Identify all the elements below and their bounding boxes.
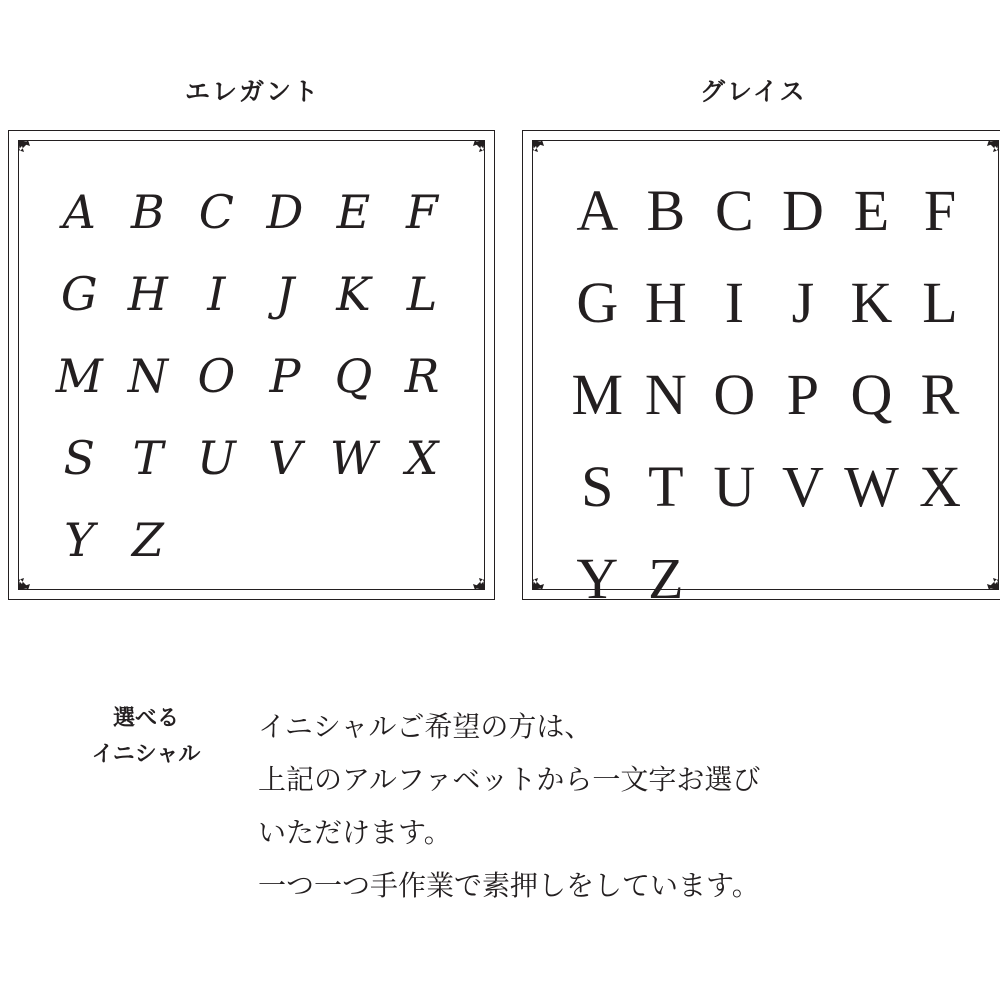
alphabet-letter: K <box>336 267 371 321</box>
alphabet-letter: V <box>268 431 302 485</box>
alphabet-letter: E <box>853 178 890 243</box>
corner-ornament-icon <box>16 566 42 592</box>
alphabet-letter: I <box>207 267 226 321</box>
alphabet-letter: V <box>781 454 824 519</box>
alphabet-list-elegant <box>45 171 458 567</box>
alphabet-letter: N <box>127 349 168 403</box>
alphabet-letter: I <box>724 270 745 335</box>
alphabet-letter: U <box>713 454 756 519</box>
alphabet-letter: C <box>198 185 234 239</box>
corner-ornament-icon <box>530 566 556 592</box>
alphabet-letter: D <box>266 185 304 239</box>
alphabet-letter: S <box>63 431 96 485</box>
alphabet-letter: D <box>781 178 824 243</box>
alphabet-letter: A <box>576 178 619 243</box>
alphabet-letter: J <box>275 267 295 321</box>
alphabet-letter: Y <box>576 546 619 611</box>
caption-line: イニシャルご希望の方は、 <box>258 711 593 742</box>
alphabet-letter: G <box>576 270 619 335</box>
alphabet-letter: E <box>336 185 371 239</box>
alphabet-letter: J <box>791 270 815 335</box>
alphabet-letter: L <box>922 270 958 335</box>
corner-ornament-icon <box>975 138 1000 164</box>
caption-line: 一つ一つ手作業で素押しをしています。 <box>258 870 760 901</box>
panel-title-grace: グレイス <box>700 78 807 106</box>
alphabet-letter: R <box>404 349 440 403</box>
corner-ornament-icon <box>461 566 487 592</box>
alphabet-letter: W <box>844 454 899 519</box>
caption-body <box>258 700 958 912</box>
alphabet-letter: B <box>646 178 686 243</box>
corner-ornament-icon <box>530 138 556 164</box>
caption-label <box>66 700 226 772</box>
alphabet-letter: S <box>581 454 614 519</box>
caption-line: いただけます。 <box>258 817 452 848</box>
alphabet-letter: X <box>405 431 439 485</box>
alphabet-letter: G <box>60 267 98 321</box>
alphabet-letter: H <box>644 270 687 335</box>
frame-inner-border <box>18 140 485 590</box>
alphabet-letter: Z <box>131 513 164 567</box>
corner-ornament-icon <box>975 566 1000 592</box>
alphabet-letter: O <box>713 362 756 427</box>
alphabet-letter: P <box>786 362 820 427</box>
alphabet-letter: M <box>55 349 103 403</box>
caption-label-line1: 選べる <box>112 705 179 730</box>
alphabet-letter: Y <box>64 513 95 567</box>
alphabet-letter: U <box>196 431 236 485</box>
alphabet-frame-grace <box>522 130 1000 611</box>
alphabet-letter: R <box>920 362 960 427</box>
alphabet-letter: T <box>132 431 164 485</box>
alphabet-list-grace <box>563 165 976 611</box>
corner-ornament-icon <box>16 138 42 164</box>
alphabet-letter: Z <box>648 546 684 611</box>
alphabet-letter: M <box>571 362 624 427</box>
corner-ornament-icon <box>461 138 487 164</box>
alphabet-letter: Q <box>334 349 373 403</box>
caption-line: 上記のアルファベットから一文字お選び <box>258 764 761 795</box>
alphabet-letter: O <box>197 349 236 403</box>
alphabet-letter: L <box>406 267 438 321</box>
alphabet-letter: T <box>648 454 684 519</box>
alphabet-letter: F <box>406 185 438 239</box>
alphabet-letter: K <box>850 270 893 335</box>
alphabet-letter: B <box>130 185 165 239</box>
caption-label-line2: イニシャル <box>91 741 201 766</box>
alphabet-letter: Q <box>850 362 893 427</box>
alphabet-letter: A <box>62 185 96 239</box>
alphabet-letter: N <box>644 362 687 427</box>
alphabet-letter: X <box>919 454 961 519</box>
alphabet-letter: F <box>923 178 957 243</box>
alphabet-letter: W <box>329 431 378 485</box>
frame-inner-border <box>532 140 999 611</box>
panel-title-elegant: エレガント <box>185 78 321 106</box>
alphabet-letter: P <box>269 349 301 403</box>
alphabet-frame-elegant <box>8 130 495 600</box>
alphabet-letter: H <box>127 267 168 321</box>
alphabet-letter: C <box>715 178 754 243</box>
